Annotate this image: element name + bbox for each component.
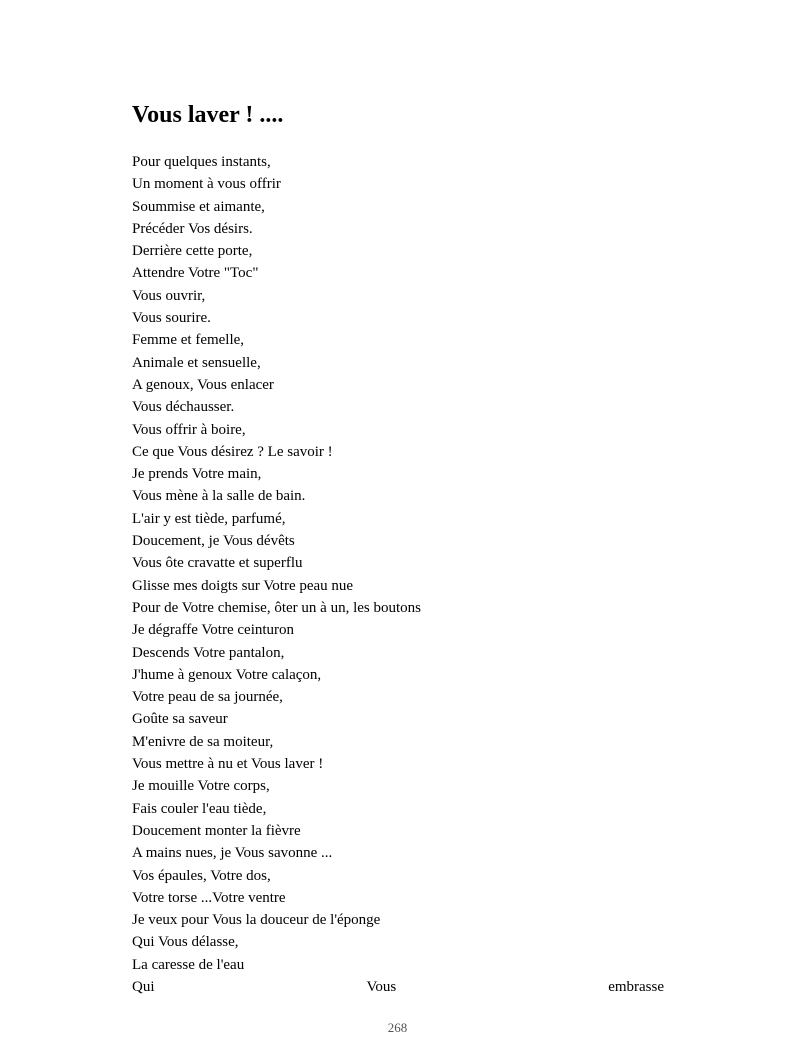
poem-line: Doucement monter la fièvre bbox=[132, 822, 301, 839]
poem-line: Votre torse ...Votre ventre bbox=[132, 889, 286, 906]
poem-line: Vous ôte cravatte et superflu bbox=[132, 555, 303, 572]
poem-line: Glisse mes doigts sur Votre peau nue bbox=[132, 577, 354, 594]
poem-line: Vous déchausser. bbox=[132, 399, 235, 416]
poem-line: A genoux, Vous enlacer bbox=[132, 376, 274, 393]
poem-line: Précéder Vos désirs. bbox=[132, 220, 253, 237]
poem-line: Je mouille Votre corps, bbox=[132, 778, 270, 795]
poem-line: M'enivre de sa moiteur, bbox=[132, 733, 274, 750]
poem-line: Femme et femelle, bbox=[132, 332, 245, 349]
poem-line: Pour quelques instants, bbox=[132, 154, 271, 170]
poem-line: Descends Votre pantalon, bbox=[132, 644, 285, 661]
poem-line: Goûte sa saveur bbox=[132, 711, 228, 728]
poem-line: Derrière cette porte, bbox=[132, 243, 253, 260]
poem-line: A mains nues, je Vous savonne ... bbox=[132, 845, 333, 862]
poem-line: Animale et sensuelle, bbox=[132, 354, 261, 371]
poem-word: Qui bbox=[132, 978, 155, 995]
poem-line: Vos épaules, Votre dos, bbox=[132, 867, 271, 884]
poem-line: J'hume à genoux Votre calaçon, bbox=[132, 666, 322, 683]
poem-line-justified bbox=[132, 976, 664, 998]
poem-line: Attendre Votre "Toc" bbox=[132, 265, 259, 282]
poem-line: Vous ouvrir, bbox=[132, 287, 206, 304]
poem-line: L'air y est tiède, parfumé, bbox=[132, 510, 286, 527]
poem-line: Doucement, je Vous dévêts bbox=[132, 533, 295, 550]
poem-line: Je dégraffe Votre ceinturon bbox=[132, 622, 295, 639]
poem-line: Vous offrir à boire, bbox=[132, 421, 246, 438]
page-number: 268 bbox=[387, 1020, 408, 1035]
poem-line: Je veux pour Vous la douceur de l'éponge bbox=[132, 912, 381, 929]
poem-title: Vous laver ! .... bbox=[132, 102, 284, 128]
poem-line: Fais couler l'eau tiède, bbox=[132, 800, 267, 817]
poem-line: Je prends Votre main, bbox=[132, 466, 262, 483]
poem-line: Qui Vous délasse, bbox=[132, 934, 239, 951]
poem-line: Pour de Votre chemise, ôter un à un, les boutons bbox=[132, 599, 421, 616]
poem-line: Vous sourire. bbox=[132, 310, 211, 327]
poem-word: Vous bbox=[366, 978, 397, 995]
poem-line: La caresse de l'eau bbox=[132, 956, 245, 973]
poem-line: Votre peau de sa journée, bbox=[132, 689, 283, 706]
poem-line: Soummise et aimante, bbox=[132, 198, 265, 215]
poem-line: Ce que Vous désirez ? Le savoir ! bbox=[132, 443, 333, 460]
poem-line: Vous mettre à nu et Vous laver ! bbox=[132, 756, 324, 773]
poem-word: embrasse bbox=[608, 978, 664, 995]
poem-line: Un moment à vous offrir bbox=[132, 176, 281, 193]
poem-body bbox=[132, 151, 664, 998]
poem-line: Vous mène à la salle de bain. bbox=[132, 488, 306, 505]
